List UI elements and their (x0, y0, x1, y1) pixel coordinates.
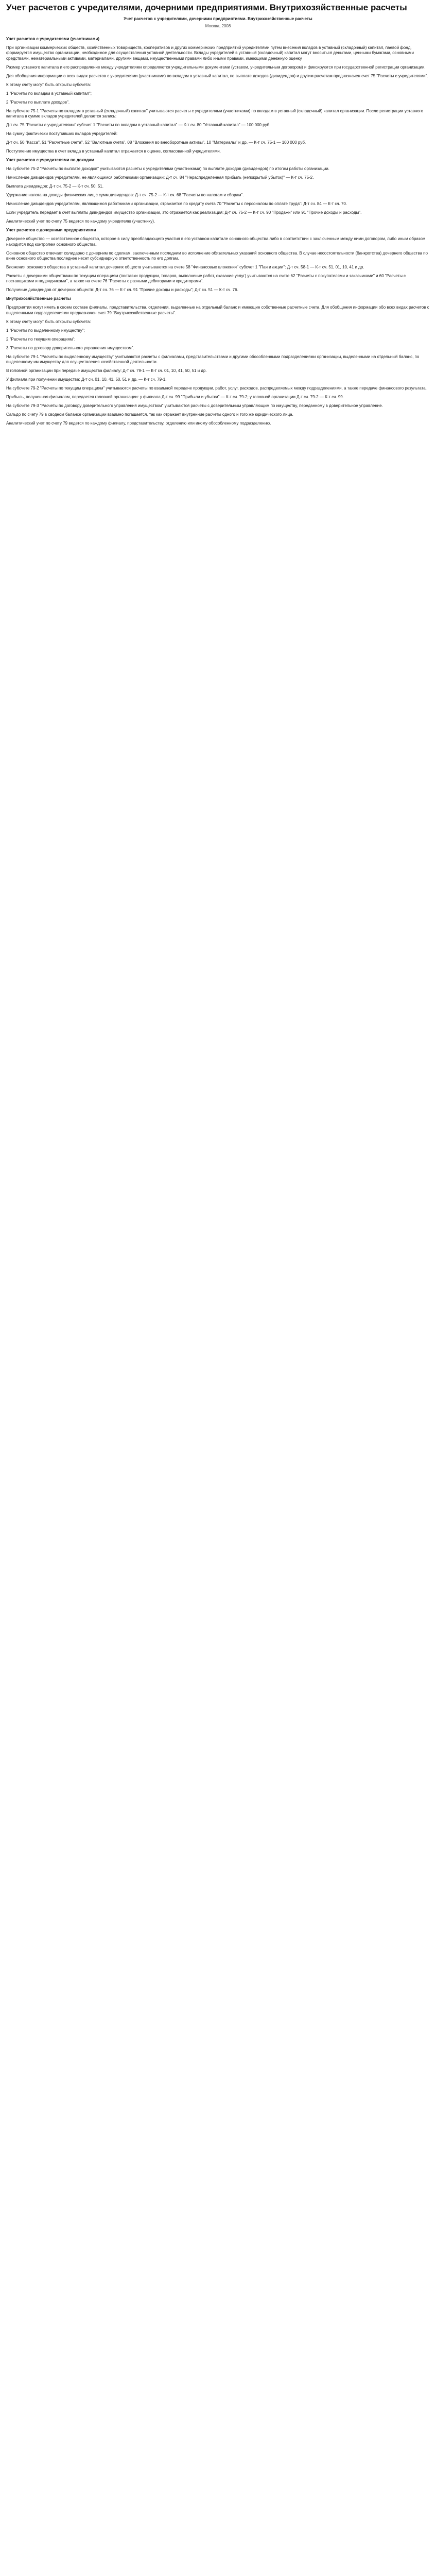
paragraph: У филиала при получении имущества: Д-т сч. 01, 10, 41, 50, 51 и др. — К-т сч. 79-1. (6, 377, 167, 382)
document-date: Москва, 2008 (205, 24, 231, 28)
document-page (0, 0, 436, 427)
paragraph: Сальдо по счету 79 в сводном балансе организации взаимно погашается, так как отражает внутренние расчеты одного и того же юридического лица. (6, 412, 293, 417)
paragraph: Д-т сч. 75 "Расчеты с учредителями" субсчет 1 "Расчеты по вкладам в уставный капитал" — К-т сч. 80 "Уставный капитал" — 100 000 руб. (6, 123, 271, 128)
section-heading: Учет расчетов с учредителями (участниками) (6, 37, 100, 41)
paragraph: Для обобщения информации о всех видах расчетов с учредителями (участниками) по вкладам в уставный капитал, по выплате доходов (дивидендов) и другим расчетам предназначен счет 75 "Расчеты с учредителями". (6, 73, 428, 78)
paragraph: Предприятия могут иметь в своем составе филиалы, представительства, отделения, выделенные на отдельный баланс и имеющие собственные расчетные счета. Для обобщения информации обо всех видах расчетов с выделенными подразделениями предназначен счет 79 "Внутрихозяйственные расчеты". (6, 305, 429, 315)
paragraph: 3 "Расчеты по договору доверительного управления имуществом". (6, 345, 134, 350)
paragraph: На субсчете 79-1 "Расчеты по выделенному имуществу" учитываются расчеты с филиалами, представительствами и другими обособленными подразделениями организации, выделенными на отдельный баланс, по выделенному им имуществу для осуществления хозяйственной деятельности. (6, 354, 420, 365)
paragraph: К этому счету могут быть открыты субсчета: (6, 82, 91, 87)
paragraph: Вложения основного общества в уставный капитал дочерних обществ учитываются на счете 58 "Финансовые вложения" субсчет 1 "Паи и акции": Д-т сч. 58-1 — К-т сч. 51, 01, 10, 41 и др. (6, 265, 364, 270)
section-heading: Учет расчетов с учредителями по доходам (6, 158, 94, 163)
paragraph: На сумму фактически поступивших вкладов учредителей: (6, 131, 118, 137)
paragraph: 2 "Расчеты по выплате доходов". (6, 99, 70, 105)
paragraph: Дочернее общество — хозяйственное общество, которое в силу преобладающего участия в его уставном капитале основного общества либо в соответствии с заключенным между ними договором, либо иным образом находится под контролем основного общества. (6, 236, 426, 247)
paragraph: К этому счету могут быть открыты субсчета: (6, 319, 91, 324)
paragraph: На субсчете 79-2 "Расчеты по текущим операциям" учитываются расчеты по взаимной передаче продукции, работ, услуг, расходов, распределяемых между подразделениями, а также передаче финансового результата. (6, 386, 427, 391)
paragraph: На субсчете 79-3 "Расчеты по договору доверительного управления имуществом" учитываются расчеты с доверительным управляющим по имуществу, переданному в доверительное управление. (6, 403, 383, 409)
paragraph: В головной организации при передаче имущества филиалу: Д-т сч. 79-1 — К-т сч. 01, 10, 41, 50, 51 и др. (6, 368, 207, 374)
paragraph: Начисление дивидендов учредителям, не являющимся работниками организации: Д-т сч. 84 "Нераспределенная прибыль (непокрытый убыток)" — К-т сч. 75-2. (6, 175, 314, 180)
section-heading: Учет расчетов с дочерними предприятиями (6, 228, 96, 233)
paragraph: Расчеты с дочерними обществами по текущим операциям (поставки продукции, товаров, выполнение работ, оказание услуг) учитываются на счете 62 "Расчеты с покупателями и заказчиками" и 60 "Расчеты с поставщиками и подрядчиками", а также на счете 76 "Расчеты с разными дебиторами и кредиторами". (6, 274, 406, 284)
paragraph: Выплата дивидендов: Д-т сч. 75-2 — К-т сч. 50, 51. (6, 184, 103, 189)
paragraph: Д-т сч. 50 "Касса", 51 "Расчетные счета", 52 "Валютные счета", 08 "Вложения во внеоборотные активы", 10 "Материалы" и др. — К-т сч. 75-1 — 100 000 руб. (6, 140, 306, 145)
paragraph: На субсчете 75-2 "Расчеты по выплате доходов" учитываются расчеты с учредителями (участниками) по выплате доходов (дивидендов) по итогам работы организации. (6, 166, 329, 172)
paragraph: 1 "Расчеты по вкладам в уставный капитал"; (6, 91, 92, 96)
paragraph: При организации коммерческих обществ, хозяйственных товариществ, кооперативов и других коммерческих предприятий учредителями путем внесения вкладов в уставный (складочный) капитал, паевой фонд, формируется имущество организации, необходимое для осуществления уставной деятельности. Вклады учредителей в уставный (складочный) капитал могут вноситься деньгами, ценными бумагами, основными средствами, нематериальными активами, материалами, другими вещами, имущественными правами либо иными правами, имеющими денежную оценку. (6, 45, 414, 61)
paragraph: Если учредитель передает в счет выплаты дивидендов имущество организации, это отражается как реализация: Д-т сч. 75-2 — К-т сч. 90 "Продажи" или 91 "Прочие доходы и расходы". (6, 210, 362, 215)
paragraph: Основное общество отвечает солидарно с дочерним по сделкам, заключенным последним во исполнение обязательных указаний основного общества. В случае несостоятельности (банкротства) дочернего общества по вине основного общества последнее несет субсидиарную ответственность по его долгам. (6, 250, 428, 261)
paragraph: 1 "Расчеты по выделенному имуществу"; (6, 328, 85, 333)
section-heading: Внутрихозяйственные расчеты (6, 296, 71, 301)
paragraph: Прибыль, полученная филиалом, передается головной организации: у филиала Д-т сч. 99 "Прибыли и убытки" — К-т сч. 79-2; у головной организации Д-т сч. 79-2 — К-т сч. 99. (6, 395, 344, 400)
page-title: Учет расчетов с учредителями, дочерними предприятиями. Внутрихозяйственные расчеты (6, 3, 407, 12)
paragraph: Получение дивидендов от дочерних обществ: Д-т сч. 76 — К-т сч. 91 "Прочие доходы и расходы"; Д-т сч. 51 — К-т сч. 76. (6, 287, 238, 293)
paragraph: Поступление имущества в счет вклада в уставный капитал отражается в оценке, согласованной учредителями. (6, 149, 221, 154)
document-body (6, 37, 430, 427)
paragraph: Размер уставного капитала и его распределение между учредителями определяются учредительными документами (уставом, учредительным договором) и фиксируются при государственной регистрации организации. (6, 64, 426, 70)
paragraph: 2 "Расчеты по текущим операциям"; (6, 336, 76, 342)
paragraph: Удержание налога на доходы физических лиц с сумм дивидендов: Д-т сч. 75-2 — К-т сч. 68 "Расчеты по налогам и сборам". (6, 193, 244, 198)
paragraph: Аналитический учет по счету 79 ведется по каждому филиалу, представительству, отделению или иному обособленному подразделению. (6, 421, 271, 426)
paragraph: Начисление дивидендов учредителям, являющимся работниками организации, отражается по кредиту счета 70 "Расчеты с персоналом по оплате труда": Д-т сч. 84 — К-т сч. 70. (6, 201, 347, 207)
paragraph: Аналитический учет по счету 75 ведется по каждому учредителю (участнику). (6, 219, 155, 224)
document-subtitle: Учет расчетов с учредителями, дочерними предприятиями. Внутрихозяйственные расчеты (124, 16, 312, 21)
paragraph: На субсчете 75-1 "Расчеты по вкладам в уставный (складочный) капитал" учитываются расчеты с учредителями (участниками) по вкладам в уставный (складочный) капитал организации. После регистрации уставного капитала в сумме вкладов учредителей делается запись: (6, 108, 424, 119)
